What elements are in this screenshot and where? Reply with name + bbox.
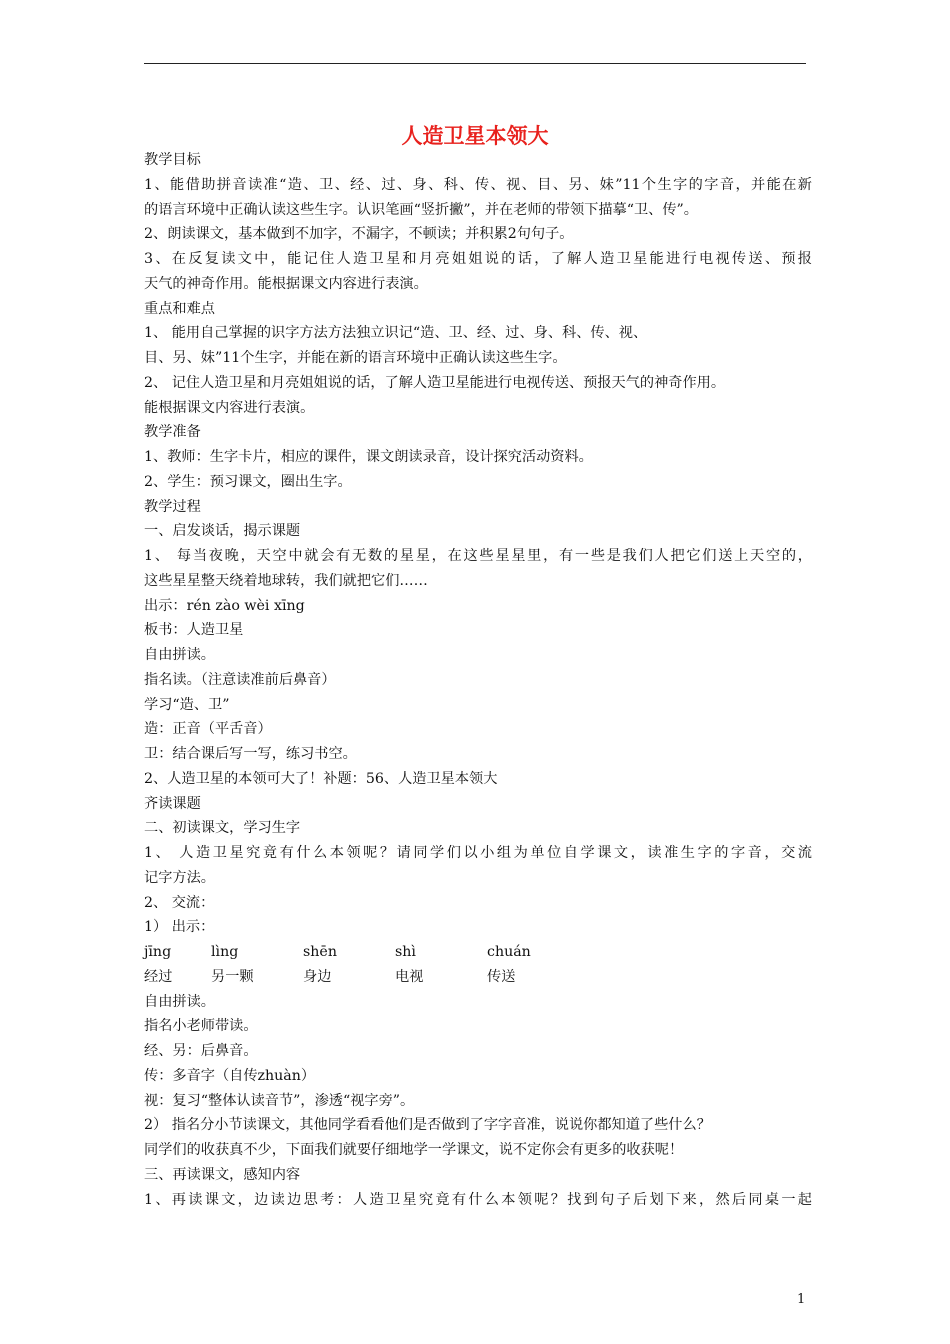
- paragraph-line: 指名小老师带读。: [144, 1018, 258, 1035]
- paragraph-line: 记字方法。: [144, 869, 215, 886]
- paragraph-line: 1、 能用自己掌握的识字方法方法独立识记“造、卫、经、过、身、科、传、视、: [144, 325, 648, 342]
- document-body: [144, 148, 812, 1212]
- section-heading: 重点和难点: [144, 300, 215, 317]
- paragraph-line: 1、再读课文，边读边思考：人造卫星究竟有什么本领呢？找到句子后划下来，然后同桌一起: [144, 1191, 812, 1208]
- paragraph-line: 1、教师：生字卡片，相应的课件，课文朗读录音，设计探究活动资料。: [144, 449, 593, 465]
- paragraph-line: 指名读。（注意读准前后鼻音）: [144, 671, 336, 688]
- pinyin-cell: lìng: [211, 944, 239, 960]
- paragraph-line: 天气的神奇作用。能根据课文内容进行表演。: [144, 275, 428, 292]
- word-cell: 电视: [395, 968, 424, 985]
- pinyin-cell: chuán: [487, 944, 531, 960]
- paragraph-line: 能根据课文内容进行表演。: [144, 399, 315, 416]
- pinyin-row: [144, 940, 812, 965]
- paragraph-line: 齐读课题: [144, 795, 201, 812]
- paragraph-line: 板书：人造卫星: [144, 622, 244, 639]
- section-heading: 二、初读课文，学习生字: [144, 820, 301, 837]
- word-cell: 经过: [144, 968, 173, 985]
- paragraph-line: 造：正音（平舌音）: [144, 721, 272, 738]
- paragraph-line: 这些星星整天绕着地球转，我们就把它们……: [144, 572, 428, 589]
- paragraph-line: 3、在反复读文中，能记住人造卫星和月亮姐姐说的话，了解人造卫星能进行电视传送、预报: [144, 251, 812, 267]
- pinyin-cell: jīng: [144, 944, 172, 960]
- section-heading: 教学目标: [144, 152, 201, 168]
- paragraph-line: 1） 出示：: [144, 919, 215, 936]
- paragraph-line: 自由拼读。: [144, 993, 215, 1010]
- paragraph-line: 2、学生：预习课文，圈出生字。: [144, 473, 352, 490]
- paragraph-line: 2、人造卫星的本领可大了！补题：56、人造卫星本领大: [144, 770, 498, 787]
- paragraph-line: 同学们的收获真不少，下面我们就要仔细地学一学课文，说不定你会有更多的收获呢！: [144, 1142, 684, 1158]
- paragraph-line: 出示：rén zào wèi xīng: [144, 597, 305, 614]
- word-cell: 传送: [487, 968, 516, 985]
- paragraph-line: 1、 人造卫星究竟有什么本领呢？请同学们以小组为单位自学课文，读准生字的字音，交流: [144, 845, 812, 861]
- paragraph-line: 1、 每当夜晚，天空中就会有无数的星星，在这些星星里，有一些是我们人把它们送上天空的，: [144, 548, 812, 564]
- pinyin-cell: shēn: [303, 944, 337, 960]
- paragraph-line: 目、另、妹”11个生字，并能在新的语言环境中正确认读这些生字。: [144, 350, 567, 366]
- paragraph-line: 传：多音字（自传zhuàn）: [144, 1067, 316, 1084]
- header-rule: [144, 63, 806, 64]
- word-row: [144, 965, 812, 990]
- paragraph-line: 的语言环境中正确认读这些生字。认识笔画“竖折撇”，并在老师的带领下描摹“卫、传”。: [144, 201, 698, 218]
- paragraph-line: 2、朗读课文，基本做到不加字，不漏字，不顿读；并积累2句句子。: [144, 226, 574, 243]
- paragraph-line: 卫：结合课后写一写，练习书空。: [144, 746, 357, 762]
- paragraph-line: 2、 交流：: [144, 894, 215, 911]
- pinyin-cell: shì: [395, 944, 416, 960]
- paragraph-line: 学习“造、卫”: [144, 696, 230, 713]
- section-heading: 三、再读课文，感知内容: [144, 1166, 301, 1183]
- paragraph-line: 自由拼读。: [144, 647, 215, 663]
- paragraph-line: 1、能借助拼音读准“造、卫、经、过、身、科、传、视、目、另、妹”11个生字的字音，并能在新: [144, 176, 812, 193]
- word-cell: 另一颗: [211, 968, 254, 985]
- section-heading: 教学过程: [144, 498, 201, 515]
- paragraph-line: 2） 指名分小节读课文，其他同学看看他们是否做到了字字音准，说说你都知道了些什么？: [144, 1117, 711, 1134]
- paragraph-line: 视：复习“整体认读音节”，渗透“视字旁”。: [144, 1092, 415, 1109]
- word-cell: 身边: [303, 968, 332, 985]
- paragraph-line: 经、另：后鼻音。: [144, 1043, 258, 1059]
- paragraph-line: 2、 记住人造卫星和月亮姐姐说的话，了解人造卫星能进行电视传送、预报天气的神奇作用。: [144, 374, 726, 391]
- paragraph-line: 一、启发谈话，揭示课题: [144, 523, 301, 540]
- document-title: 人造卫星本领大: [401, 124, 549, 148]
- section-heading: 教学准备: [144, 424, 201, 441]
- page-number: 1: [797, 1292, 806, 1307]
